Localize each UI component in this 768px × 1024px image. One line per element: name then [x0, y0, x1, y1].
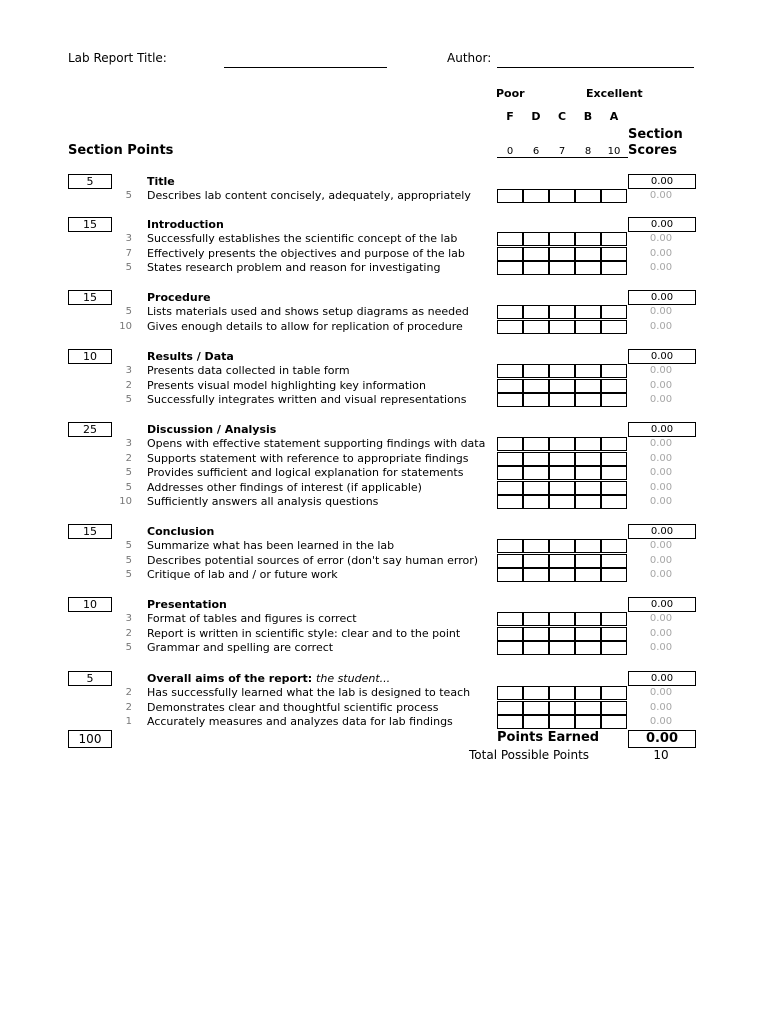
grade-header-rule — [497, 157, 628, 158]
criterion-text: Lists materials used and shows setup diagrams as needed — [147, 305, 469, 318]
criterion-text: Provides sufficient and logical explanation for statements — [147, 466, 464, 479]
grade-letter-c: C — [557, 110, 567, 123]
criterion-score: 0.00 — [649, 438, 673, 449]
criterion-score: 0.00 — [649, 481, 673, 493]
grade-cell-d[interactable] — [523, 305, 549, 319]
grade-cell-f[interactable] — [497, 612, 523, 626]
grade-cell-d[interactable] — [523, 379, 549, 393]
grade-cell-c[interactable] — [549, 379, 575, 393]
criterion-text: Describes lab content concisely, adequately, appropriately — [147, 189, 471, 202]
grade-cell-a[interactable] — [601, 189, 627, 203]
grade-cell-f[interactable] — [497, 466, 523, 480]
grade-cell-a[interactable] — [601, 715, 627, 729]
section-score-box: 0.00 — [628, 174, 696, 189]
grade-cell-d[interactable] — [523, 715, 549, 729]
grade-cell-c[interactable] — [549, 393, 575, 407]
criterion-score: 0.00 — [649, 540, 673, 551]
grade-cell-d[interactable] — [523, 495, 549, 509]
grade-cell-d[interactable] — [523, 364, 549, 378]
excellent-label: Excellent — [586, 87, 643, 100]
grade-cell-c[interactable] — [549, 612, 575, 626]
grade-cell-d[interactable] — [523, 247, 549, 261]
section-points-box: 25 — [68, 422, 112, 437]
criterion-weight: 5 — [125, 467, 132, 478]
section-title — [147, 350, 234, 363]
grade-cell-b[interactable] — [575, 481, 601, 495]
criterion-weight: 3 — [125, 365, 132, 376]
grade-cell-b[interactable] — [575, 495, 601, 509]
grade-cell-b[interactable] — [575, 189, 601, 203]
grade-cell-a[interactable] — [601, 554, 627, 568]
section-title-text: Title — [147, 175, 175, 188]
criterion-weight: 5 — [125, 306, 132, 317]
grade-cell-d[interactable] — [523, 466, 549, 480]
criterion-score: 0.00 — [649, 613, 673, 624]
grade-cell-f[interactable] — [497, 715, 523, 729]
criterion-score: 0.00 — [649, 190, 673, 201]
criterion-score: 0.00 — [649, 247, 673, 259]
section-points-box: 5 — [68, 174, 112, 189]
grade-value-a: 10 — [607, 146, 621, 157]
criterion-text: Opens with effective statement supporting findings with data — [147, 437, 486, 450]
section-score-box: 0.00 — [628, 671, 696, 686]
grade-cell-d[interactable] — [523, 481, 549, 495]
section-title-italic: the student... — [316, 672, 391, 685]
grade-cell-b[interactable] — [575, 612, 601, 626]
grade-cell-f[interactable] — [497, 641, 523, 655]
criterion-weight: 2 — [125, 687, 132, 698]
grade-cell-d[interactable] — [523, 641, 549, 655]
criterion-weight: 7 — [125, 247, 132, 259]
grade-cell-a[interactable] — [601, 466, 627, 480]
criterion-score: 0.00 — [649, 701, 673, 713]
grade-cell-c[interactable] — [549, 364, 575, 378]
criterion-text: Demonstrates clear and thoughtful scientific process — [147, 700, 439, 714]
lab-report-title-field[interactable] — [224, 67, 387, 68]
grade-cell-f[interactable] — [497, 481, 523, 495]
grade-cell-c[interactable] — [549, 554, 575, 568]
grade-cell-a[interactable] — [601, 612, 627, 626]
grade-cell-a[interactable] — [601, 364, 627, 378]
grade-cell-b[interactable] — [575, 437, 601, 451]
criterion-weight: 5 — [125, 481, 132, 493]
grade-cell-f[interactable] — [497, 364, 523, 378]
grade-cell-f[interactable] — [497, 701, 523, 715]
grade-cell-c[interactable] — [549, 305, 575, 319]
grade-cell-a[interactable] — [601, 539, 627, 553]
section-points-box: 10 — [68, 597, 112, 612]
grade-cell-b[interactable] — [575, 452, 601, 466]
criterion-score: 0.00 — [649, 320, 673, 332]
grade-value-c: 7 — [558, 146, 566, 157]
grade-cell-a[interactable] — [601, 627, 627, 641]
criterion-score: 0.00 — [649, 394, 673, 405]
grade-cell-d[interactable] — [523, 452, 549, 466]
criterion-text: Has successfully learned what the lab is designed to teach — [147, 686, 471, 699]
criterion-weight: 5 — [125, 540, 132, 551]
criterion-text: Report is written in scientific style: clear and to the point — [147, 626, 461, 640]
section-title-text: Conclusion — [147, 525, 215, 538]
section-title-text: Presentation — [147, 598, 227, 611]
grade-cell-f[interactable] — [497, 686, 523, 700]
section-title — [147, 218, 224, 231]
grade-cell-a[interactable] — [601, 393, 627, 407]
section-title — [147, 672, 390, 685]
grade-cell-a[interactable] — [601, 437, 627, 451]
section-scores-label-1: Section — [628, 127, 683, 142]
grade-cell-b[interactable] — [575, 261, 601, 275]
criterion-weight: 2 — [125, 627, 132, 639]
grade-cell-f[interactable] — [497, 261, 523, 275]
grade-cell-c[interactable] — [549, 481, 575, 495]
criterion-score: 0.00 — [649, 554, 673, 566]
grade-cell-b[interactable] — [575, 364, 601, 378]
criterion-text: Effectively presents the objectives and purpose of the lab — [147, 246, 465, 260]
grade-cell-c[interactable] — [549, 701, 575, 715]
grade-cell-b[interactable] — [575, 715, 601, 729]
grade-cell-b[interactable] — [575, 393, 601, 407]
grade-cell-c[interactable] — [549, 539, 575, 553]
grade-letter-a: A — [609, 110, 619, 123]
criterion-weight: 3 — [125, 613, 132, 624]
section-score-box: 0.00 — [628, 349, 696, 364]
grade-cell-d[interactable] — [523, 612, 549, 626]
grade-cell-b[interactable] — [575, 305, 601, 319]
author-label: Author: — [447, 51, 492, 65]
section-score-box: 0.00 — [628, 290, 696, 305]
grade-cell-c[interactable] — [549, 261, 575, 275]
criterion-text: Supports statement with reference to appropriate findings — [147, 451, 469, 465]
criterion-text: Presents data collected in table form — [147, 364, 350, 377]
criterion-text: States research problem and reason for investigating — [147, 261, 441, 274]
grade-cell-b[interactable] — [575, 641, 601, 655]
grade-cell-b[interactable] — [575, 686, 601, 700]
grade-cell-a[interactable] — [601, 568, 627, 582]
grade-cell-f[interactable] — [497, 495, 523, 509]
criterion-weight: 2 — [125, 379, 132, 391]
grade-cell-f[interactable] — [497, 539, 523, 553]
grade-cell-a[interactable] — [601, 452, 627, 466]
criterion-text: Describes potential sources of error (don't say human error) — [147, 553, 479, 567]
criterion-text: Successfully integrates written and visual representations — [147, 393, 467, 406]
section-title — [147, 423, 276, 436]
grade-cell-c[interactable] — [549, 232, 575, 246]
grade-cell-b[interactable] — [575, 701, 601, 715]
section-score-box: 0.00 — [628, 422, 696, 437]
grade-cell-d[interactable] — [523, 437, 549, 451]
criterion-weight: 5 — [125, 569, 132, 580]
total-possible-value: 10 — [653, 748, 669, 762]
grade-cell-f[interactable] — [497, 437, 523, 451]
grade-cell-c[interactable] — [549, 320, 575, 334]
criterion-weight: 1 — [125, 716, 132, 727]
grade-cell-c[interactable] — [549, 466, 575, 480]
section-points-box: 15 — [68, 290, 112, 305]
grade-cell-b[interactable] — [575, 379, 601, 393]
criterion-text: Successfully establishes the scientific concept of the lab — [147, 232, 458, 245]
criterion-text: Presents visual model highlighting key information — [147, 378, 426, 392]
criterion-score: 0.00 — [649, 716, 673, 727]
grade-cell-b[interactable] — [575, 627, 601, 641]
grade-cell-c[interactable] — [549, 641, 575, 655]
grade-cell-a[interactable] — [601, 641, 627, 655]
criterion-weight: 10 — [119, 496, 132, 507]
grade-cell-a[interactable] — [601, 379, 627, 393]
lab-report-title-label: Lab Report Title: — [68, 51, 167, 65]
grade-cell-f[interactable] — [497, 452, 523, 466]
grade-cell-c[interactable] — [549, 686, 575, 700]
grade-cell-a[interactable] — [601, 701, 627, 715]
grade-cell-b[interactable] — [575, 232, 601, 246]
grade-value-f: 0 — [506, 146, 514, 157]
poor-label: Poor — [496, 87, 525, 100]
criterion-score: 0.00 — [649, 365, 673, 376]
section-scores-label-2: Scores — [628, 143, 677, 158]
section-score-box: 0.00 — [628, 524, 696, 539]
section-title — [147, 525, 214, 538]
criterion-text: Summarize what has been learned in the lab — [147, 539, 395, 552]
grade-cell-a[interactable] — [601, 261, 627, 275]
grade-cell-c[interactable] — [549, 452, 575, 466]
criterion-score: 0.00 — [649, 627, 673, 639]
section-title-text: Introduction — [147, 218, 224, 231]
criterion-score: 0.00 — [649, 496, 673, 507]
section-title-text: Overall aims of the report: — [147, 672, 313, 685]
criterion-text: Accurately measures and analyzes data for lab findings — [147, 715, 453, 728]
points-earned-value: 0.00 — [628, 730, 696, 748]
section-score-box: 0.00 — [628, 217, 696, 232]
criterion-score: 0.00 — [649, 306, 673, 317]
grade-cell-d[interactable] — [523, 320, 549, 334]
grade-cell-c[interactable] — [549, 189, 575, 203]
grade-cell-f[interactable] — [497, 247, 523, 261]
criterion-weight: 2 — [125, 701, 132, 713]
criterion-weight: 10 — [119, 320, 132, 332]
criterion-text: Sufficiently answers all analysis questions — [147, 495, 379, 508]
criterion-weight: 3 — [125, 438, 132, 449]
grade-cell-c[interactable] — [549, 247, 575, 261]
grade-cell-d[interactable] — [523, 568, 549, 582]
grade-cell-d[interactable] — [523, 393, 549, 407]
grade-value-d: 6 — [532, 146, 540, 157]
grade-cell-f[interactable] — [497, 305, 523, 319]
criterion-text: Gives enough details to allow for replication of procedure — [147, 319, 463, 333]
criterion-text: Critique of lab and / or future work — [147, 568, 338, 581]
grade-cell-d[interactable] — [523, 539, 549, 553]
grade-cell-f[interactable] — [497, 189, 523, 203]
section-points-box: 10 — [68, 349, 112, 364]
grade-cell-d[interactable] — [523, 232, 549, 246]
grade-cell-f[interactable] — [497, 379, 523, 393]
grade-cell-d[interactable] — [523, 261, 549, 275]
grade-cell-d[interactable] — [523, 627, 549, 641]
section-score-box: 0.00 — [628, 597, 696, 612]
grade-cell-c[interactable] — [549, 568, 575, 582]
grade-cell-c[interactable] — [549, 715, 575, 729]
grade-cell-c[interactable] — [549, 627, 575, 641]
section-title — [147, 598, 227, 611]
total-points-box: 100 — [68, 730, 112, 748]
grade-cell-b[interactable] — [575, 554, 601, 568]
grade-cell-b[interactable] — [575, 539, 601, 553]
grade-cell-b[interactable] — [575, 466, 601, 480]
criterion-weight: 5 — [125, 554, 132, 566]
section-title — [147, 175, 175, 188]
criterion-weight: 5 — [125, 642, 132, 653]
grade-cell-d[interactable] — [523, 686, 549, 700]
criterion-weight: 3 — [125, 233, 132, 244]
criterion-weight: 5 — [125, 262, 132, 273]
criterion-score: 0.00 — [649, 233, 673, 244]
grade-letter-b: B — [583, 110, 593, 123]
criterion-weight: 5 — [125, 190, 132, 201]
grade-cell-a[interactable] — [601, 481, 627, 495]
grade-cell-f[interactable] — [497, 393, 523, 407]
points-earned-label: Points Earned — [497, 730, 600, 745]
grade-letter-d: D — [531, 110, 541, 123]
criterion-weight: 5 — [125, 394, 132, 405]
section-points-box: 15 — [68, 217, 112, 232]
criterion-text: Format of tables and figures is correct — [147, 612, 357, 625]
grade-cell-b[interactable] — [575, 568, 601, 582]
criterion-score: 0.00 — [649, 262, 673, 273]
grade-cell-a[interactable] — [601, 247, 627, 261]
grade-cell-c[interactable] — [549, 437, 575, 451]
grade-cell-d[interactable] — [523, 554, 549, 568]
grade-cell-f[interactable] — [497, 554, 523, 568]
grade-cell-d[interactable] — [523, 701, 549, 715]
section-title-text: Procedure — [147, 291, 211, 304]
section-points-box: 15 — [68, 524, 112, 539]
grade-cell-b[interactable] — [575, 320, 601, 334]
section-points-box: 5 — [68, 671, 112, 686]
grade-cell-a[interactable] — [601, 232, 627, 246]
grade-cell-f[interactable] — [497, 627, 523, 641]
grade-cell-a[interactable] — [601, 495, 627, 509]
grade-cell-a[interactable] — [601, 320, 627, 334]
grade-value-b: 8 — [584, 146, 592, 157]
section-title-text: Discussion / Analysis — [147, 423, 277, 436]
criterion-weight: 2 — [125, 452, 132, 464]
grade-cell-b[interactable] — [575, 247, 601, 261]
criterion-text: Addresses other findings of interest (if applicable) — [147, 480, 422, 494]
total-possible-label: Total Possible Points — [469, 748, 590, 762]
criterion-score: 0.00 — [649, 569, 673, 580]
grade-cell-c[interactable] — [549, 495, 575, 509]
criterion-text: Grammar and spelling are correct — [147, 641, 334, 654]
grade-cell-a[interactable] — [601, 686, 627, 700]
grade-cell-f[interactable] — [497, 232, 523, 246]
section-title — [147, 291, 211, 304]
grade-letter-f: F — [506, 110, 514, 123]
criterion-score: 0.00 — [649, 379, 673, 391]
criterion-score: 0.00 — [649, 452, 673, 464]
author-field[interactable] — [497, 67, 694, 68]
section-title-text: Results / Data — [147, 350, 234, 363]
grade-cell-d[interactable] — [523, 189, 549, 203]
criterion-score: 0.00 — [649, 687, 673, 698]
criterion-score: 0.00 — [649, 467, 673, 478]
grade-cell-a[interactable] — [601, 305, 627, 319]
grade-cell-f[interactable] — [497, 320, 523, 334]
grade-cell-f[interactable] — [497, 568, 523, 582]
section-points-label: Section Points — [68, 143, 174, 158]
criterion-score: 0.00 — [649, 642, 673, 653]
